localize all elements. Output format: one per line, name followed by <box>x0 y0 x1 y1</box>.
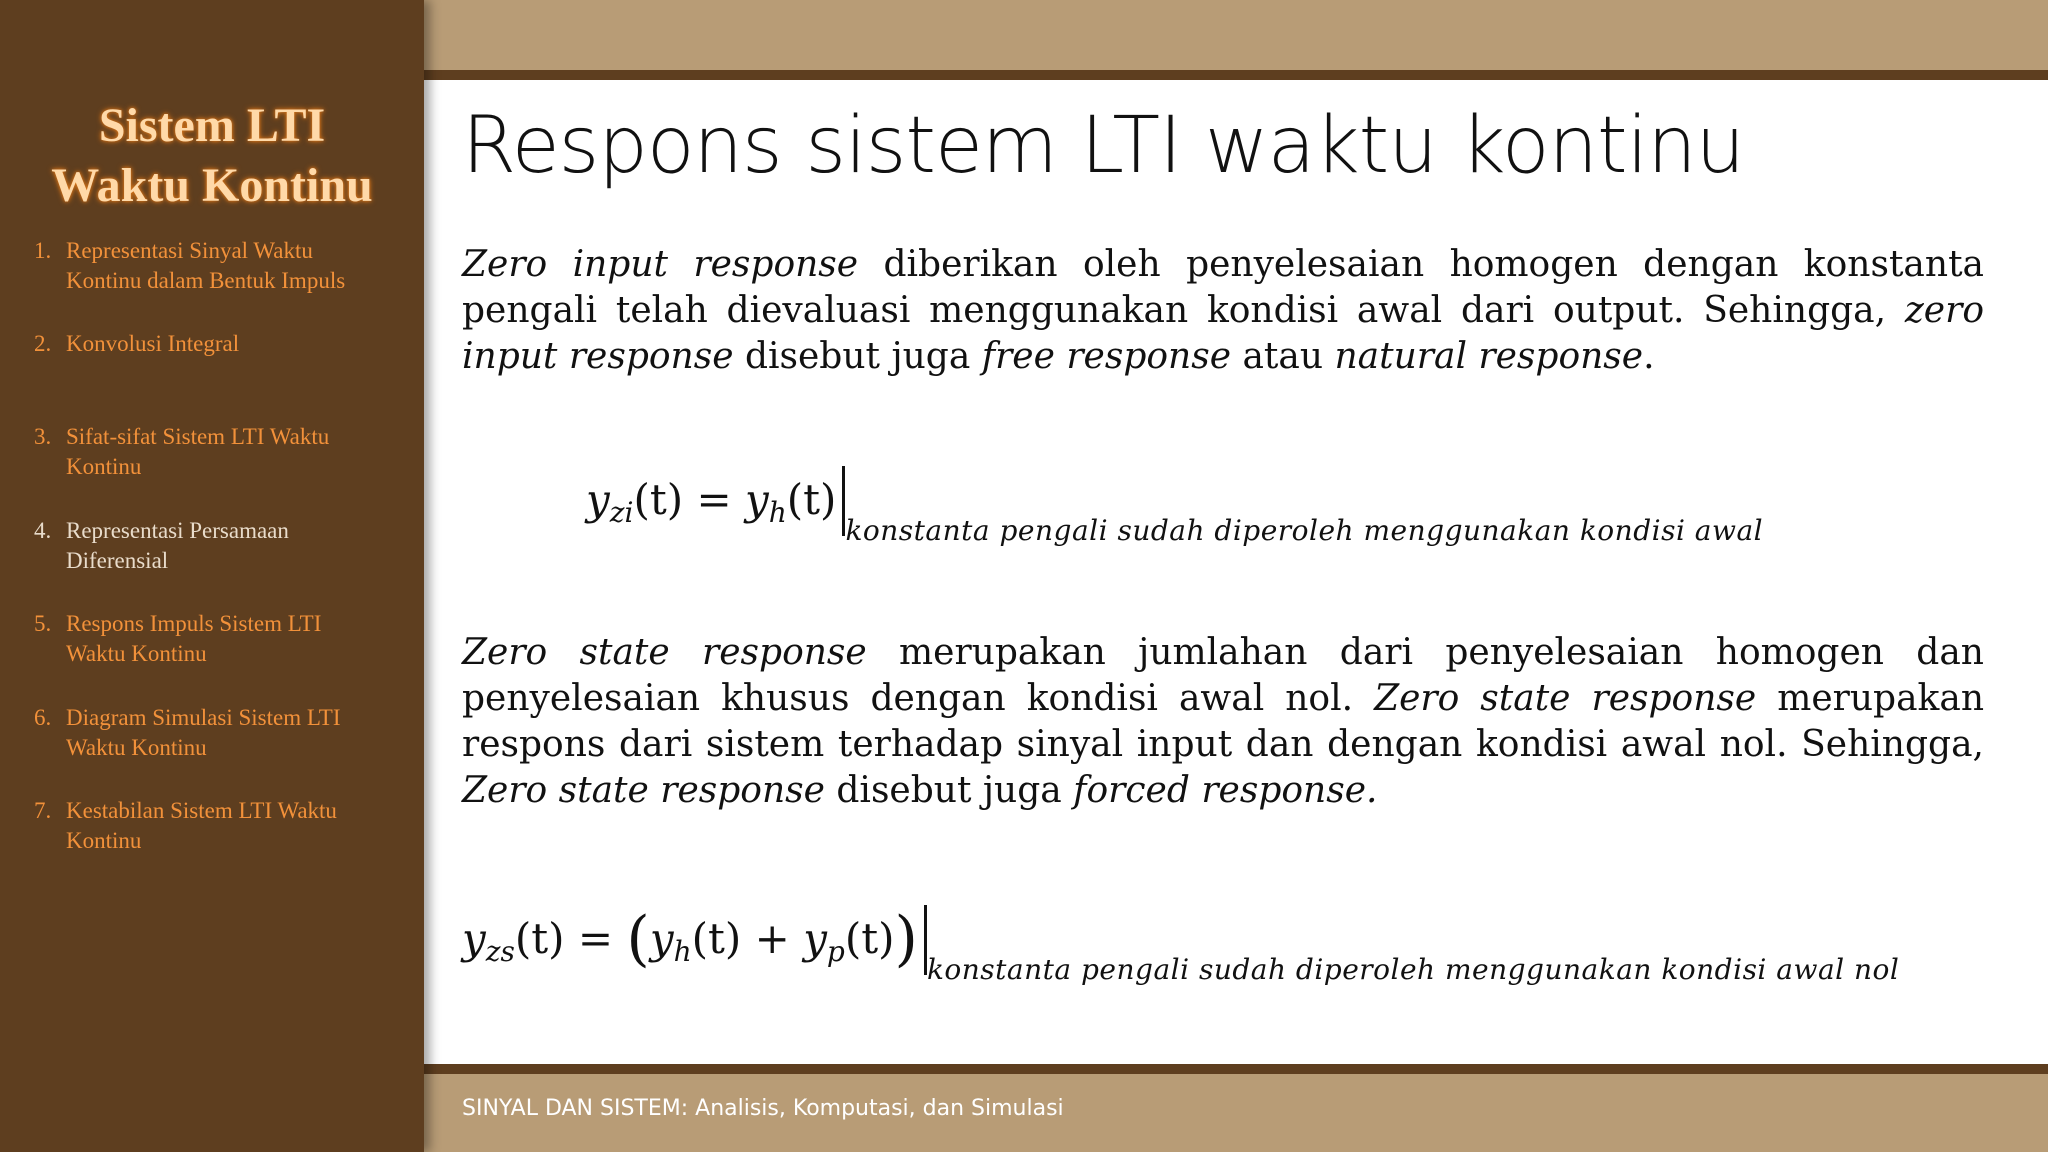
eq2-lhs-sub: zs <box>485 935 515 968</box>
eq1-equals: = <box>683 475 746 524</box>
para1-text-2: disebut juga <box>733 336 982 377</box>
toc-item-line1: Representasi Persamaan <box>66 518 289 543</box>
eq2-y2-arg: (t) <box>844 914 895 963</box>
toc-item-line2: Kontinu <box>66 454 142 479</box>
toc-item-number: 3. <box>34 424 52 449</box>
eq2-y2: y <box>803 914 827 963</box>
eq1-condition: konstanta pengali sudah diperoleh menggunakan kondisi awal <box>845 514 1764 547</box>
para2-text-3: disebut juga <box>824 770 1074 811</box>
sidebar-title <box>0 96 424 216</box>
toc-item-4[interactable] <box>34 516 404 576</box>
term-zero-input-response: Zero input response <box>462 244 859 285</box>
term-forced-response: forced response. <box>1073 770 1378 811</box>
eq2-plus: + <box>741 914 804 963</box>
top-band <box>424 0 2048 70</box>
term-natural-response: natural response <box>1334 336 1644 377</box>
toc-item-line2: Kontinu dalam Bentuk Impuls <box>66 268 346 293</box>
eq1-lhs: y <box>586 475 610 524</box>
eq1-rhs-arg: (t) <box>786 475 837 524</box>
top-divider <box>424 70 2048 80</box>
eq2-y1-sub: h <box>673 935 692 968</box>
para2-text-1: merupakan jumlahan dari penyelesaian homogen dan penyelesaian khusus dengan kondisi awal nol. <box>462 632 1984 719</box>
bottom-divider <box>424 1064 2048 1074</box>
eq2-y2-sub: p <box>826 935 845 968</box>
toc-item-line1: Sifat-sifat Sistem LTI Waktu <box>66 424 330 449</box>
toc-item-number: 1. <box>34 238 52 263</box>
toc-item-3[interactable] <box>34 422 404 482</box>
toc-item-number: 2. <box>34 331 52 356</box>
eq2-y1: y <box>649 914 674 963</box>
term-zero-state-response: Zero state response <box>462 632 867 673</box>
sidebar <box>0 0 424 1152</box>
toc-item-6[interactable] <box>34 703 404 763</box>
eq2-open-paren: ( <box>626 904 650 974</box>
eq2-arg: (t) <box>514 914 565 963</box>
toc-item-line2: Kontinu <box>66 828 142 853</box>
term-zero-state-response-3: Zero state response <box>462 770 825 811</box>
eq2-y1-arg: (t) <box>691 914 742 963</box>
toc-item-line1: Diagram Simulasi Sistem LTI <box>66 705 341 730</box>
toc-item-line1: Respons Impuls Sistem LTI <box>66 611 322 636</box>
term-zero-state-response-2: Zero state response <box>1374 678 1757 719</box>
sidebar-title-line2: Waktu Kontinu <box>51 159 373 212</box>
toc-item-line1: Konvolusi Integral <box>66 331 240 356</box>
equation-zero-input <box>586 466 1763 547</box>
toc-item-number: 6. <box>34 705 52 730</box>
toc-item-7[interactable] <box>34 796 404 856</box>
eq1-lhs-sub: zi <box>609 496 634 529</box>
eq1-rhs-sub: h <box>768 496 787 529</box>
term-free-response: free response <box>981 336 1232 377</box>
eq2-lhs: y <box>462 914 486 963</box>
toc-item-number: 7. <box>34 798 52 823</box>
toc-item-line1: Representasi Sinyal Waktu <box>66 238 313 263</box>
slide-title: Respons sistem LTI waktu kontinu <box>462 101 1745 191</box>
toc-item-5[interactable] <box>34 609 404 669</box>
para1-text-3: atau <box>1231 336 1335 377</box>
toc-item-line2: Diferensial <box>66 548 169 573</box>
term-zero-input-response-2: zero input response <box>462 290 1984 377</box>
toc-item-number: 5. <box>34 611 52 636</box>
toc-item-line1: Kestabilan Sistem LTI Waktu <box>66 798 337 823</box>
sidebar-title-line1: Sistem LTI <box>98 99 326 152</box>
para1-text-4: . <box>1643 336 1655 377</box>
toc-item-line2: Waktu Kontinu <box>66 641 207 666</box>
toc-item-number: 4. <box>34 518 52 543</box>
toc-item-2[interactable] <box>34 329 404 359</box>
eq2-close-paren: ) <box>894 904 918 974</box>
footer-text: SINYAL DAN SISTEM: Analisis, Komputasi, dan Simulasi <box>462 1096 1064 1121</box>
toc-item-line2: Waktu Kontinu <box>66 735 207 760</box>
paragraph-zero-state <box>462 630 1984 814</box>
para1-text-1: diberikan oleh penyelesaian homogen dengan konstanta pengali telah dievaluasi menggunakan kondisi awal dari output. Sehingga, <box>462 244 1984 331</box>
toc-item-1[interactable] <box>34 236 404 296</box>
equation-zero-state <box>462 904 1899 986</box>
eq2-condition: konstanta pengali sudah diperoleh menggunakan kondisi awal nol <box>926 953 1900 986</box>
eq1-arg: (t) <box>633 475 684 524</box>
paragraph-zero-input <box>462 242 1984 380</box>
eq1-rhs: y <box>745 475 769 524</box>
para2-text-2: merupakan respons dari sistem terhadap sinyal input dan dengan kondisi awal nol. Sehingga, <box>462 678 1984 765</box>
eq2-equals: = <box>564 914 627 963</box>
